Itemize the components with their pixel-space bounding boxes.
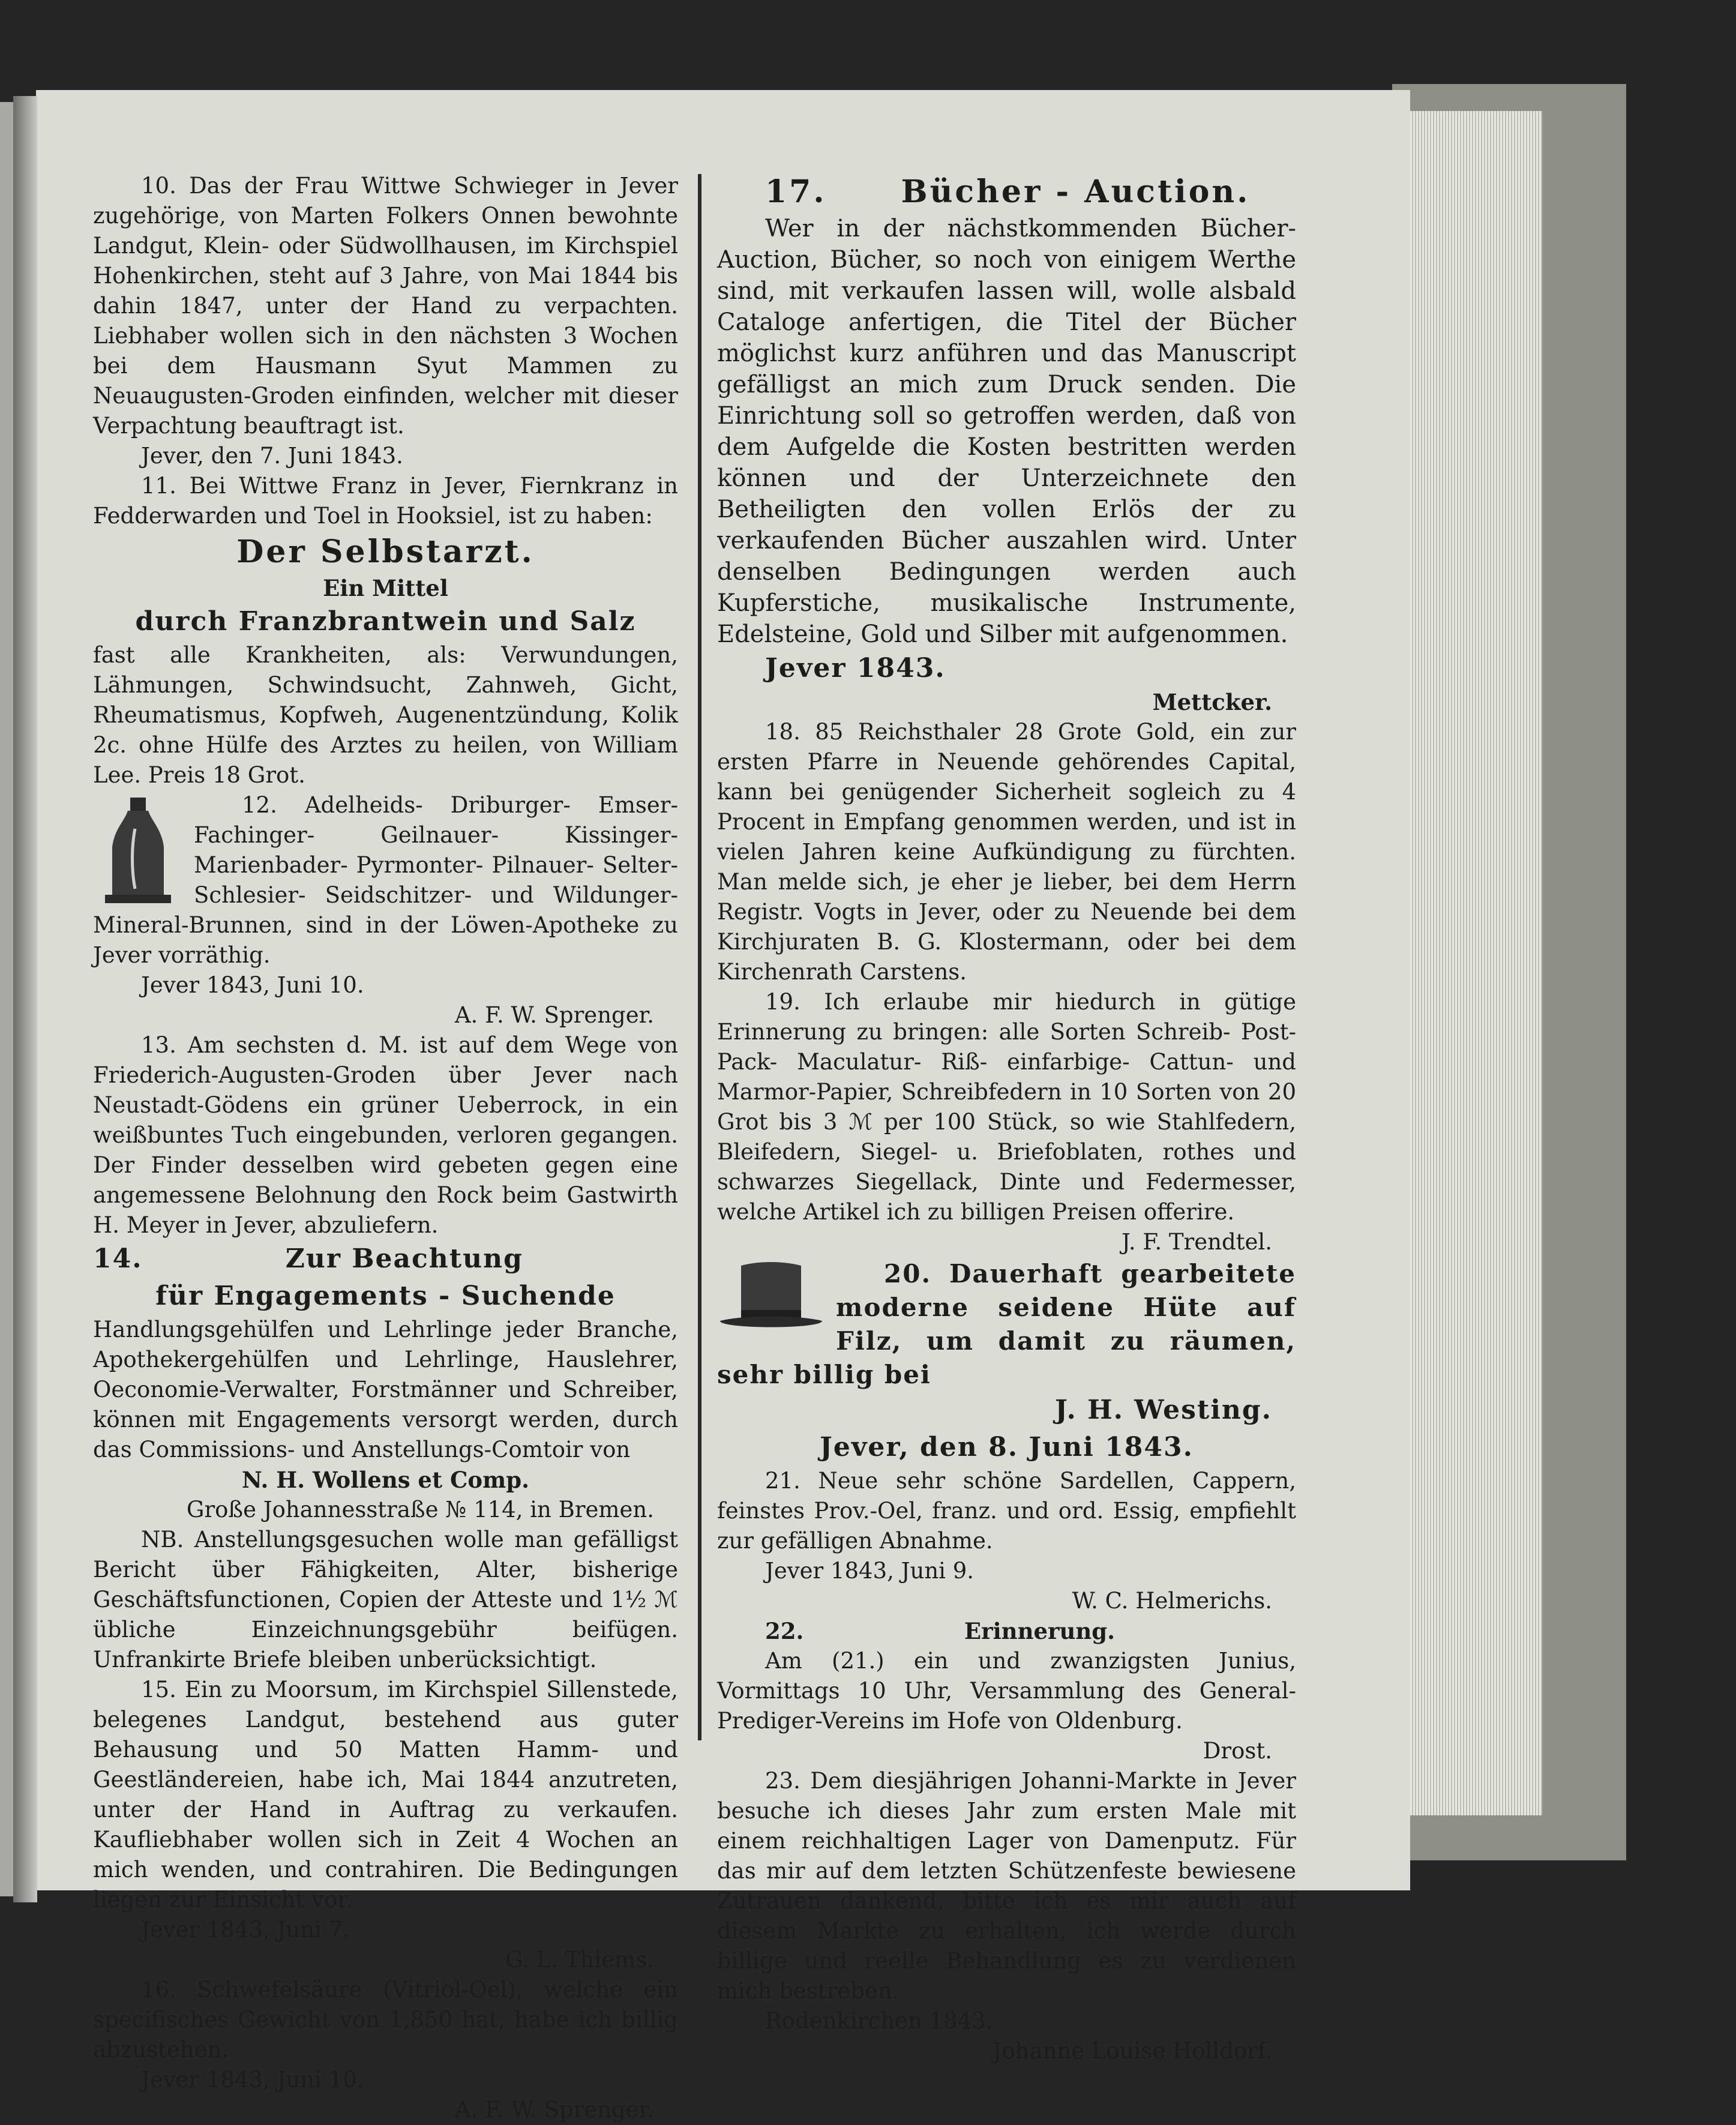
ad-21-signature: W. C. Helmerichs. [1072, 1588, 1272, 1614]
ad-19-text: 19. Ich erlaube mir hiedurch in gütige Erinnerung zu bringen: alle Sorten Schreib- Post- Pack- Maculatur- Riß- einfarbige- Cattun- und Marmor-Papier, Schreibfedern in 10 Sorten von 20 Grot bis 3 ℳ per 100 Stück, so wie Stahlfedern, Bleifedern, Siegel- u. Briefoblaten, rothes und schwarzes Siegellack, Dinte und Federmesser, welche Artikel ich zu billigen Preisen offerire. [717, 989, 1296, 1225]
ad-22-signature: Drost. [1203, 1738, 1272, 1764]
ad-16-date: Jever 1843, Juni 10. [141, 2067, 364, 2093]
ad-11-title: Der Selbstarzt. [236, 534, 535, 570]
ad-14-address: Große Johannesstraße № 114, in Bremen. [186, 1497, 654, 1522]
ad-17-date: Jever 1843. [765, 653, 946, 684]
ad-18-text: 18. 85 Reichsthaler 28 Grote Gold, ein zur ersten Pfarre in Neuende gehörendes Capital, kann bei genügender Sicherheit sogleich zu 4 Procent in Empfang genommen werden, und ist in vielen Jahren keine Aufkündigung zu fürchten. Man melde sich, je eher je lieber, bei dem Herrn Registr. Vogts in Jever, oder zu Neuende bei dem Kirchjuraten B. G. Klostermann, oder bei dem Kirchenrath Carstens. [717, 719, 1296, 985]
ad-16-text: 16. Schwefelsäure (Vitriol-Oel), welche ein specifisches Gewicht von 1,850 hat, habe ich billig abzustehen. [93, 1977, 678, 2063]
ad-17-number: 17. [765, 173, 827, 210]
ad-11-subtitle: Ein Mittel [323, 575, 448, 601]
ad-17-signature: Mettcker. [1152, 689, 1272, 715]
ad-12-text: 12. Adelheids- Driburger- Emser- Fachinger- Geilnauer- Kissinger- Marienbader- Pyrmonter- Pilnauer- Selter- Schlesier- Seidschitzer- und Wildunger- Mineral-Brunnen, sind in der Löwen-Apotheke zu Jever vorräthig. [93, 792, 678, 968]
ad-21-text: 21. Neue sehr schöne Sardellen, Cappern, feinstes Prov.-Oel, franz. und ord. Essig, empfiehlt zur gefälligen Abnahme. [717, 1468, 1296, 1554]
ad-16-signature: A. F. W. Sprenger. [454, 2097, 654, 2123]
ad-19-signature: J. F. Trendtel. [1121, 1229, 1272, 1255]
ad-17-heading [717, 171, 1296, 213]
page-stack-edges [1404, 111, 1542, 1815]
ad-12 [93, 790, 678, 970]
ad-14-body: Handlungsgehülfen und Lehrlinge jeder Branche, Apothekergehülfen und Lehrlinge, Hauslehrer, Oeconomie-Verwalter, Forstmänner und Schreiber, können mit Engagements versorgt werden, durch das Commissions- und Anstellungs-Comtoir von [93, 1317, 678, 1462]
ad-11-text: 11. Bei Wittwe Franz in Jever, Fiernkranz in Fedderwarden und Toel in Hooksiel, ist zu haben: [93, 473, 678, 529]
ad-14-heading [93, 1240, 678, 1278]
ad-22-text: Am (21.) ein und zwanzigsten Junius, Vormittags 10 Uhr, Versammlung des General-Prediger-Vereins im Hofe von Oldenburg. [717, 1648, 1296, 1734]
ad-11-subtitle-2: durch Franzbrantwein und Salz [135, 606, 636, 637]
ad-14-number: 14. [93, 1243, 143, 1274]
ad-23-signature: Johanne Louise Holldorf. [993, 2038, 1272, 2064]
right-column [717, 171, 1296, 2066]
ad-22-heading [717, 1616, 1296, 1646]
ad-17-text: Wer in der nächstkommenden Bücher-Auction, Bücher, so noch von einigem Werthe sind, mit verkaufen lassen will, wolle alsbald Cataloge anfertigen, die Titel der Bücher möglichst kurz anführen und das Manuscript gefälligst an mich zum Druck senden. Die Einrichtung soll so getroffen werden, daß von dem Aufgelde die Kosten bestritten werden können und der Unterzeichnete den Betheiligten den vollen Erlös der zu verkaufenden Bücher auszahlen wird. Unter denselben Bedingungen werden auch Kupferstiche, musikalische Instrumente, Edelsteine, Gold und Silber mit aufgenommen. [717, 215, 1296, 648]
ad-23-text: 23. Dem diesjährigen Johanni-Markte in Jever besuche ich dieses Jahr zum ersten Male mit einem reichhaltigen Lager von Damenputz. Für das mir auf dem letzten Schützenfeste bewiesene Zutrauen dankend, bitte ich es mir auch auf diesem Markte zu erhalten, ich werde durch billige und reelle Behandlung es zu verdienen mich bestreben. [717, 1768, 1296, 2004]
ad-14-title-2: für Engagements - Suchende [155, 1281, 616, 1311]
ad-20 [717, 1257, 1296, 1392]
ad-15-date: Jever 1843, Juni 7. [141, 1917, 350, 1943]
ad-22-title: Erinnerung. [964, 1618, 1116, 1644]
top-hat-icon [717, 1260, 825, 1338]
left-column [93, 171, 678, 2125]
ad-14-firm: N. H. Wollens et Comp. [242, 1467, 529, 1493]
ad-10-text: 10. Das der Frau Wittwe Schwieger in Jever zugehörige, von Marten Folkers Onnen bewohnte Landgut, Klein- oder Südwollhausen, im Kirchspiel Hohenkirchen, steht auf 3 Jahre, von Mai 1844 bis dahin 1847, unter der Hand zu verpachten. Liebhaber wollen sich in den nächsten 3 Wochen bei dem Hausmann Syut Mammen zu Neuaugusten-Groden einfinden, welcher mit dieser Verpachtung beauftragt ist. [93, 173, 678, 439]
ad-14-title: Zur Beachtung [285, 1243, 523, 1274]
ad-23-date: Rodenkirchen 1843. [765, 2008, 993, 2034]
column-divider [698, 174, 701, 1740]
ad-11-body: fast alle Krankheiten, als: Verwundungen, Lähmungen, Schwindsucht, Zahnweh, Gicht, Rheumatismus, Kopfweh, Augenentzündung, Kolik 2c. ohne Hülfe des Arztes zu heilen, von William Lee. Preis 18 Grot. [93, 642, 678, 788]
previous-page-edge [0, 102, 13, 1896]
ad-15-text: 15. Ein zu Moorsum, im Kirchspiel Sillenstede, belegenes Landgut, bestehend aus guter Behausung und 50 Matten Hamm- und Geestländereien, habe ich, Mai 1844 anzutreten, unter der Hand in Auftrag zu verkaufen. Kaufliebhaber wollen sich in Zeit 4 Wochen an mich wenden, und contrahiren. Die Bedingungen liegen zur Einsicht vor. [93, 1677, 678, 1913]
ad-13-text: 13. Am sechsten d. M. ist auf dem Wege von Friederich-Augusten-Groden über Jever nach Neustadt-Gödens ein grüner Ueberrock, in ein weißbuntes Tuch eingebunden, verloren gegangen. Der Finder desselben wird gebeten gegen eine angemessene Belohnung den Rock beim Gastwirth H. Meyer in Jever, abzuliefern. [93, 1032, 678, 1238]
ad-20-text: 20. Dauerhaft gearbeitete moderne seidene Hüte auf Filz, um damit zu räumen, sehr billig bei [717, 1259, 1296, 1389]
ad-20-signature: J. H. Westing. [1055, 1395, 1272, 1425]
mineral-water-bottle-icon [93, 793, 183, 907]
ad-15-signature: G. L. Thiems. [505, 1947, 654, 1973]
ad-12-date: Jever 1843, Juni 10. [141, 972, 364, 998]
ad-20-date: Jever, den 8. Juni 1843. [820, 1432, 1194, 1462]
binding-shadow [13, 96, 37, 1902]
ad-14-note: NB. Anstellungsgesuchen wolle man gefälligst Bericht über Fähigkeiten, Alter, bisherige Geschäftsfunctionen, Copien der Atteste und 1½ ℳ übliche Einzeichnungsgebühr beifügen. Unfrankirte Briefe bleiben unberücksichtigt. [93, 1527, 678, 1673]
ad-17-title: Bücher - Auction. [901, 173, 1251, 210]
ad-21-date: Jever 1843, Juni 9. [765, 1558, 975, 1584]
ad-12-signature: A. F. W. Sprenger. [454, 1002, 654, 1028]
ad-22-number: 22. [765, 1618, 804, 1644]
ad-10-date: Jever, den 7. Juni 1843. [141, 443, 403, 469]
